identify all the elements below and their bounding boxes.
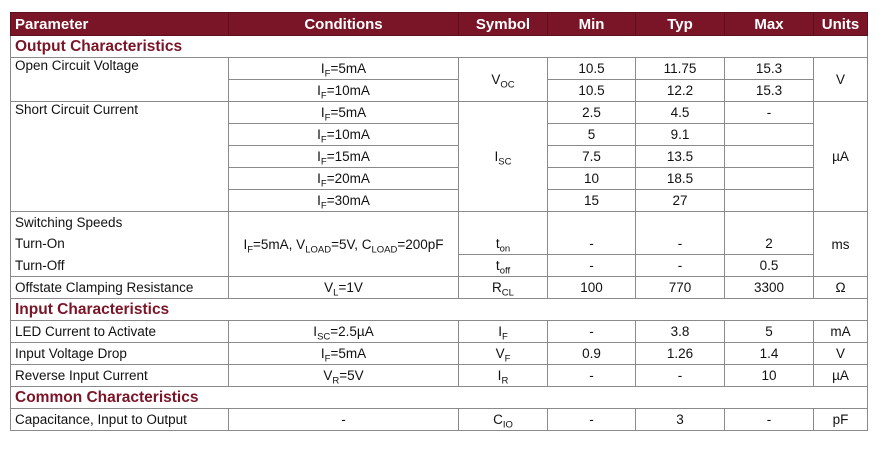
typ-cell: 9.1 (636, 124, 725, 146)
cond-subscript: F (320, 200, 327, 212)
typ-cell: 3.8 (636, 321, 725, 343)
cond-value: =10mA (326, 83, 370, 98)
max-cell: 2 (725, 233, 814, 255)
min-cell: 10 (548, 168, 636, 190)
param-turn-off: Turn-Off (11, 255, 229, 277)
unit-cell: µA (814, 102, 868, 212)
symbol-subscript: off (499, 265, 511, 277)
typ-cell: - (636, 365, 725, 387)
unit-cell: V (814, 343, 868, 365)
unit-cell: Ω (814, 277, 868, 299)
cond-subscript: R (332, 375, 340, 387)
min-cell: - (548, 255, 636, 277)
cond-value: =15mA (326, 149, 370, 164)
cond-subscript: F (320, 90, 327, 102)
header-parameter: Parameter (11, 13, 229, 36)
symbol-subscript: on (499, 243, 511, 255)
symbol-cell-empty (459, 212, 548, 234)
max-cell: - (725, 102, 814, 124)
cond-subscript: F (320, 156, 327, 168)
unit-cell: mA (814, 321, 868, 343)
cond-subscript: LOAD (305, 244, 332, 256)
min-cell: 10.5 (548, 58, 636, 80)
condition-cell (229, 102, 459, 124)
cond-symbol: I (317, 149, 321, 164)
condition-cell (229, 146, 459, 168)
symbol-main: V (491, 72, 501, 87)
cond-subscript: SC (317, 331, 331, 343)
cond-symbol: I (243, 236, 248, 252)
header-symbol: Symbol (459, 13, 548, 36)
param-capacitance-input-to-output: Capacitance, Input to Output (11, 409, 229, 431)
max-cell (725, 168, 814, 190)
typ-cell: - (636, 233, 725, 255)
section-title-input: Input Characteristics (11, 299, 868, 321)
max-cell-empty (725, 212, 814, 234)
min-cell: 0.9 (548, 343, 636, 365)
min-cell: - (548, 233, 636, 255)
max-cell: 3300 (725, 277, 814, 299)
typ-cell: 18.5 (636, 168, 725, 190)
condition-cell (229, 190, 459, 212)
max-cell: 10 (725, 365, 814, 387)
min-cell: 100 (548, 277, 636, 299)
table-row (11, 321, 868, 343)
symbol-main: I (497, 368, 502, 383)
symbol-main: C (493, 412, 503, 427)
table-row (11, 212, 868, 234)
cond-value: =10mA (326, 127, 370, 142)
symbol-main: R (492, 280, 502, 295)
condition-cell (229, 321, 459, 343)
typ-cell-empty (636, 212, 725, 234)
unit-cell: µA (814, 365, 868, 387)
condition-cell (229, 80, 459, 102)
max-cell: 0.5 (725, 255, 814, 277)
condition-cell (229, 58, 459, 80)
typ-cell: 12.2 (636, 80, 725, 102)
typ-cell: 11.75 (636, 58, 725, 80)
section-title-output: Output Characteristics (11, 36, 868, 58)
header-max: Max (725, 13, 814, 36)
symbol-main: V (495, 346, 505, 361)
cond-value: =1V (338, 280, 363, 295)
symbol-cell (459, 343, 548, 365)
min-cell-empty (548, 212, 636, 234)
condition-cell (229, 124, 459, 146)
max-cell: 5 (725, 321, 814, 343)
header-units: Units (814, 13, 868, 36)
table-row (11, 277, 868, 299)
electrical-characteristics-table (10, 12, 868, 431)
symbol-cell (459, 321, 548, 343)
typ-cell: 27 (636, 190, 725, 212)
cond-subscript: L (333, 287, 339, 299)
symbol-subscript: F (501, 331, 508, 343)
param-short-circuit-current: Short Circuit Current (11, 102, 229, 212)
symbol-subscript: OC (500, 79, 515, 91)
symbol-main: I (498, 324, 502, 339)
cond-symbol: I (317, 171, 321, 186)
condition-cell (229, 343, 459, 365)
table-row (11, 365, 868, 387)
table-row (11, 343, 868, 365)
section-row-common (11, 387, 868, 409)
cond-value: =5mA, V (253, 236, 306, 252)
min-cell: 7.5 (548, 146, 636, 168)
cond-symbol: V (324, 280, 334, 295)
param-switching-speeds: Switching Speeds (11, 212, 229, 234)
symbol-subscript: IO (502, 419, 513, 431)
cond-value: =30mA (326, 193, 370, 208)
cond-symbol: I (313, 324, 318, 339)
symbol-cell (459, 277, 548, 299)
param-led-current-to-activate: LED Current to Activate (11, 321, 229, 343)
min-cell: 2.5 (548, 102, 636, 124)
min-cell: 5 (548, 124, 636, 146)
param-offstate-clamping-resistance: Offstate Clamping Resistance (11, 277, 229, 299)
cond-subscript: F (320, 134, 327, 146)
symbol-main: t (495, 258, 500, 273)
header-min: Min (548, 13, 636, 36)
symbol-subscript: SC (498, 156, 512, 168)
cond-subscript: LOAD (371, 244, 398, 256)
cond-subscript: F (247, 244, 254, 256)
cond-value: =5V (339, 368, 364, 383)
typ-cell: 1.26 (636, 343, 725, 365)
cond-value: =5mA (330, 61, 367, 76)
max-cell: 15.3 (725, 80, 814, 102)
typ-cell: 770 (636, 277, 725, 299)
section-row-input (11, 299, 868, 321)
unit-cell: ms (814, 212, 868, 277)
header-conditions: Conditions (229, 13, 459, 36)
unit-cell: pF (814, 409, 868, 431)
symbol-cell (459, 102, 548, 212)
symbol-main: t (495, 236, 500, 251)
condition-cell (229, 365, 459, 387)
cond-subscript: F (320, 178, 327, 190)
max-cell: 1.4 (725, 343, 814, 365)
cond-value: =5mA (330, 105, 367, 120)
symbol-cell (459, 233, 548, 255)
header-typ: Typ (636, 13, 725, 36)
min-cell: 15 (548, 190, 636, 212)
table-row (11, 102, 868, 124)
cond-value: =20mA (326, 171, 370, 186)
max-cell: 15.3 (725, 58, 814, 80)
typ-cell: - (636, 255, 725, 277)
symbol-cell (459, 58, 548, 102)
max-cell (725, 146, 814, 168)
cond-symbol: I (320, 346, 325, 361)
header-row (11, 13, 868, 36)
min-cell: 10.5 (548, 80, 636, 102)
table-row (11, 409, 868, 431)
symbol-cell (459, 409, 548, 431)
condition-cell (229, 212, 459, 277)
symbol-subscript: F (504, 353, 511, 365)
cond-value: =200pF (397, 236, 444, 252)
cond-value: =5mA (330, 346, 367, 361)
cond-subscript: F (324, 68, 331, 80)
condition-cell (229, 168, 459, 190)
table-row (11, 58, 868, 80)
param-input-voltage-drop: Input Voltage Drop (11, 343, 229, 365)
param-reverse-input-current: Reverse Input Current (11, 365, 229, 387)
param-open-circuit-voltage: Open Circuit Voltage (11, 58, 229, 102)
cond-subscript: F (324, 353, 331, 365)
spec-table-wrapper (10, 12, 868, 431)
cond-symbol: I (320, 105, 325, 120)
cond-symbol: I (317, 193, 321, 208)
condition-cell: - (229, 409, 459, 431)
min-cell: - (548, 365, 636, 387)
cond-value: =2.5µA (330, 324, 374, 339)
symbol-cell (459, 365, 548, 387)
symbol-subscript: CL (501, 287, 514, 299)
max-cell: - (725, 409, 814, 431)
condition-cell (229, 277, 459, 299)
section-title-common: Common Characteristics (11, 387, 868, 409)
max-cell (725, 190, 814, 212)
typ-cell: 13.5 (636, 146, 725, 168)
symbol-cell (459, 255, 548, 277)
cond-symbol: V (323, 368, 333, 383)
symbol-subscript: R (501, 375, 509, 387)
param-turn-on: Turn-On (11, 233, 229, 255)
cond-value: =5V, C (331, 236, 372, 252)
min-cell: - (548, 409, 636, 431)
unit-cell: V (814, 58, 868, 102)
section-row-output (11, 36, 868, 58)
typ-cell: 3 (636, 409, 725, 431)
cond-symbol: I (320, 61, 325, 76)
symbol-main: I (494, 149, 499, 164)
cond-symbol: I (317, 83, 321, 98)
min-cell: - (548, 321, 636, 343)
typ-cell: 4.5 (636, 102, 725, 124)
cond-symbol: I (317, 127, 321, 142)
cond-subscript: F (324, 112, 331, 124)
max-cell (725, 124, 814, 146)
